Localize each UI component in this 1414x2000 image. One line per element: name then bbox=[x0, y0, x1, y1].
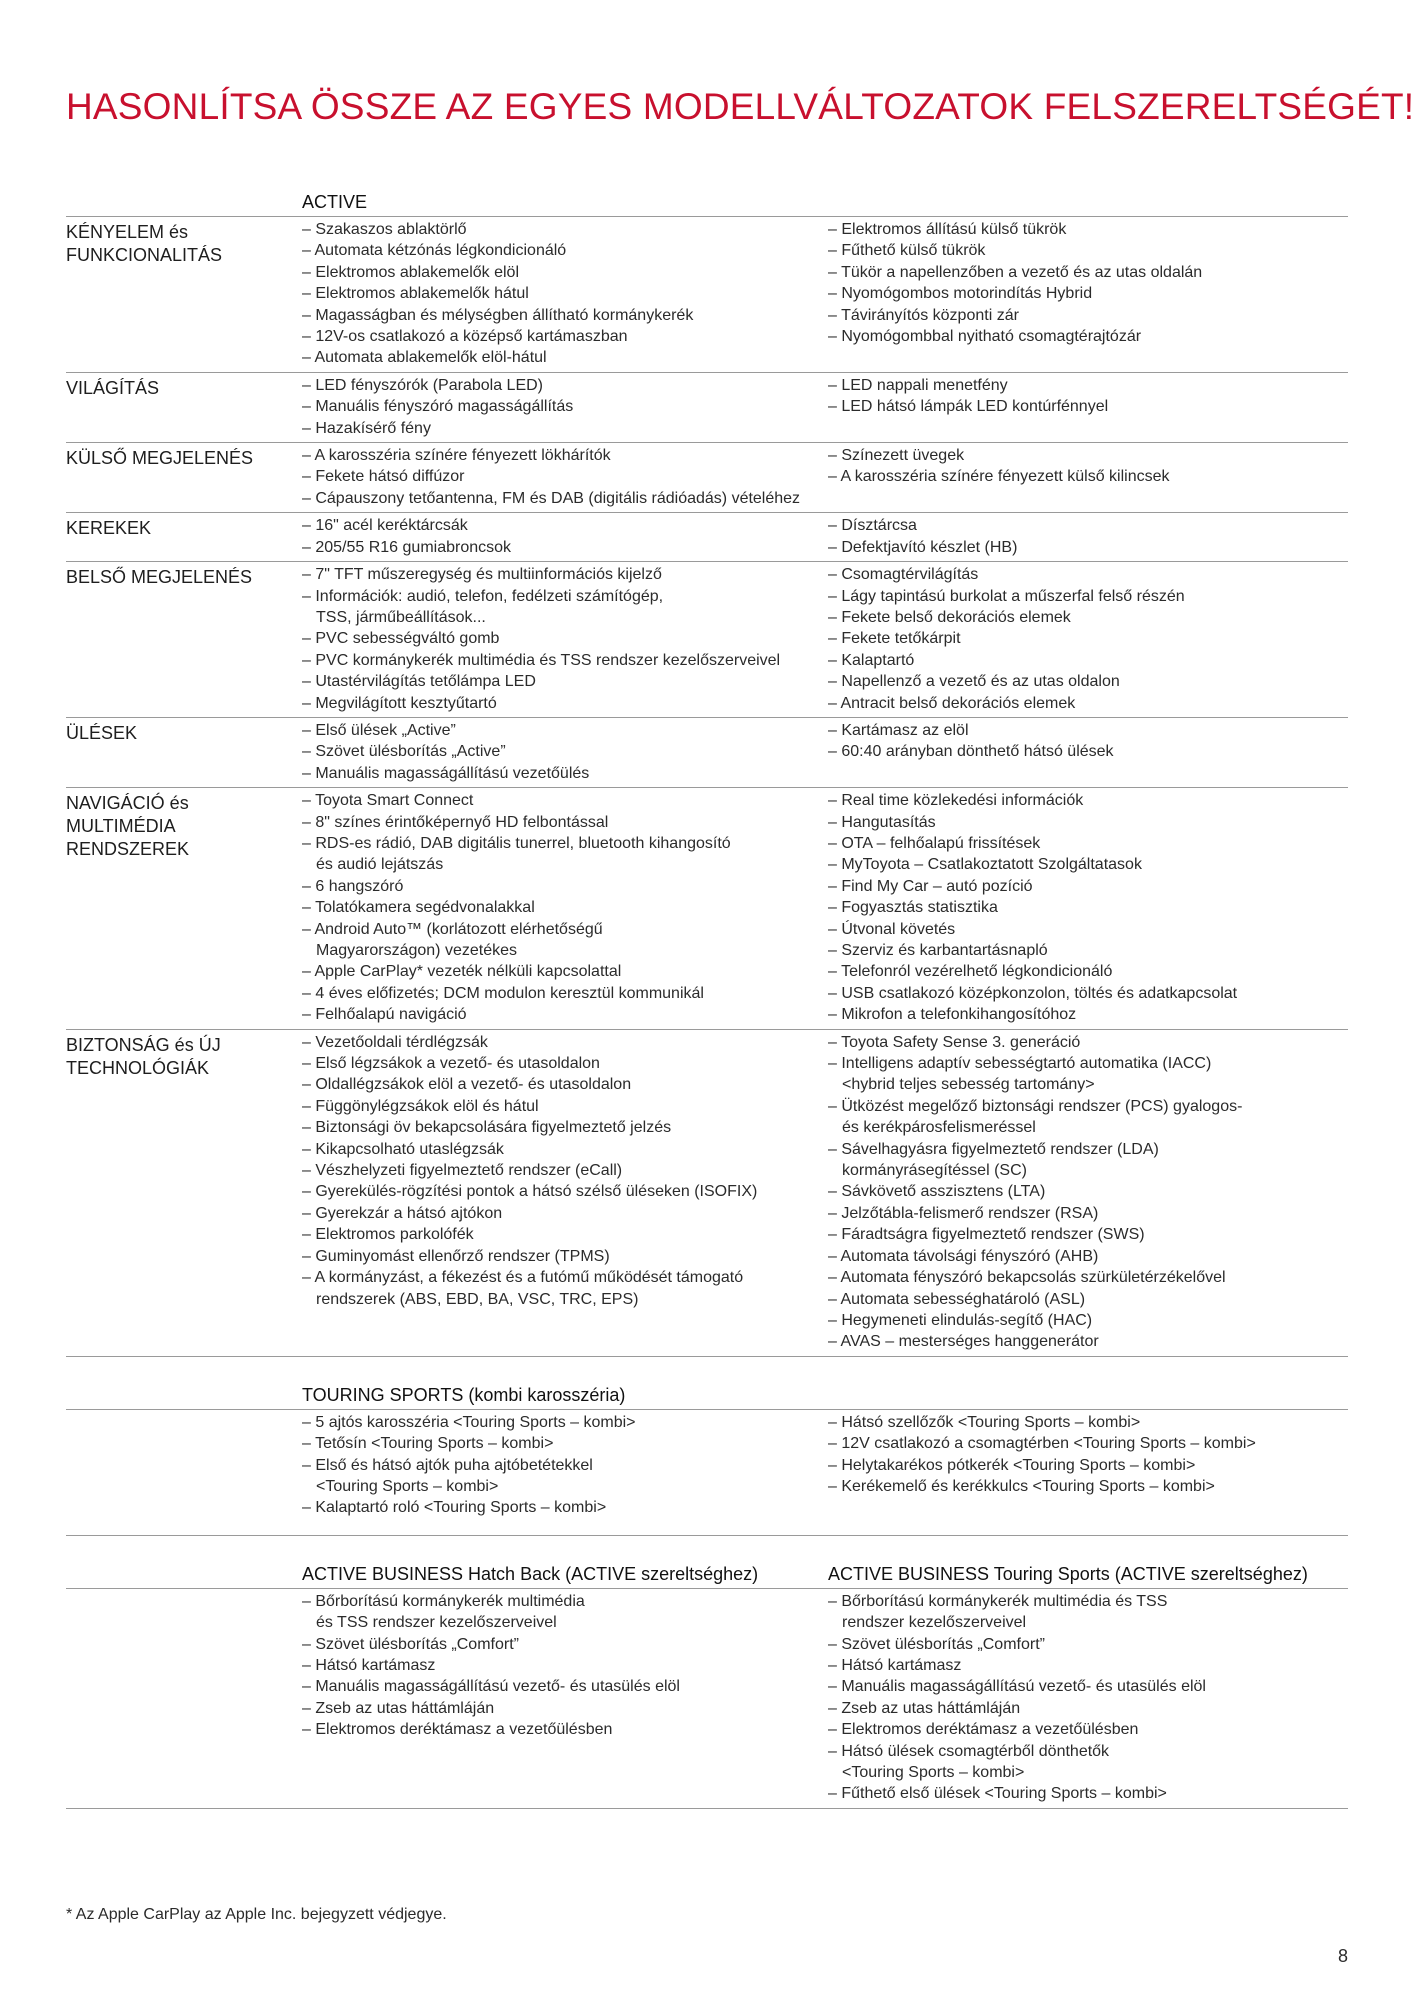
feature-item: – AVAS – mesterséges hanggenerátor bbox=[828, 1331, 1348, 1352]
feature-item: – Automata fényszóró bekapcsolás szürkületérzékelővel bbox=[828, 1267, 1348, 1288]
feature-item: – Csomagtérvilágítás bbox=[828, 564, 1348, 585]
page-number: 8 bbox=[1337, 1946, 1348, 1966]
feature-item: – Szerviz és karbantartásnapló bbox=[828, 940, 1348, 961]
feature-item: – MyToyota – Csatlakoztatott Szolgáltatasok bbox=[828, 854, 1348, 875]
feature-item: – Nyomógombos motorindítás Hybrid bbox=[828, 283, 1348, 304]
feature-item: – Real time közlekedési információk bbox=[828, 790, 1348, 811]
feature-item: – A karosszéria színére fényezett külső kilincsek bbox=[828, 466, 1348, 487]
feature-item: – Hátsó ülések csomagtérből dönthetők <Touring Sports – kombi> bbox=[828, 1741, 1348, 1784]
feature-item: – Hátsó kartámasz bbox=[828, 1655, 1348, 1676]
feature-item: – Fűthető első ülések <Touring Sports – kombi> bbox=[828, 1783, 1348, 1804]
feature-item: – Elektromos állítású külső tükrök bbox=[828, 219, 1348, 240]
feature-item: – 7" TFT műszeregység és multiinformációs kijelző bbox=[302, 564, 828, 585]
feature-item: – Apple CarPlay* vezeték nélküli kapcsolattal bbox=[302, 961, 828, 982]
feature-item: – Első légzsákok a vezető- és utasoldalon bbox=[302, 1053, 828, 1074]
feature-item: – Automata sebességhatároló (ASL) bbox=[828, 1289, 1348, 1310]
feature-item: – Find My Car – autó pozíció bbox=[828, 876, 1348, 897]
feature-item: – Vezetőoldali térdlégzsák bbox=[302, 1032, 828, 1053]
feature-list-right bbox=[828, 375, 1348, 418]
feature-item: – Kerékemelő és kerékkulcs <Touring Sports – kombi> bbox=[828, 1476, 1348, 1497]
feature-item: – Telefonról vezérelhető légkondicionáló bbox=[828, 961, 1348, 982]
feature-item: – Hangutasítás bbox=[828, 812, 1348, 833]
feature-item: – Sávelhagyásra figyelmeztető rendszer (LDA) kormányrásegítéssel (SC) bbox=[828, 1139, 1348, 1182]
touring-right-list bbox=[828, 1412, 1348, 1498]
feature-item: – Függönylégzsákok elöl és hátul bbox=[302, 1096, 828, 1117]
feature-item: – Hegymeneti elindulás-segítő (HAC) bbox=[828, 1310, 1348, 1331]
feature-list-right bbox=[828, 515, 1348, 558]
business-heading-left: ACTIVE BUSINESS Hatch Back (ACTIVE szereltséghez) bbox=[302, 1563, 759, 1584]
feature-list-right bbox=[828, 790, 1348, 1025]
feature-item: – Sávkövető asszisztens (LTA) bbox=[828, 1181, 1348, 1202]
feature-item: – 4 éves előfizetés; DCM modulon keresztül kommunikál bbox=[302, 983, 828, 1004]
feature-item: – Elektromos deréktámasz a vezetőülésben bbox=[828, 1719, 1348, 1740]
feature-list-left bbox=[302, 515, 828, 558]
feature-list-left bbox=[302, 445, 828, 509]
feature-item: – Színezett üvegek bbox=[828, 445, 1348, 466]
category-name: KÜLSŐ MEGJELENÉS bbox=[66, 448, 254, 469]
feature-item: – Manuális magasságállítású vezető- és utasülés elöl bbox=[302, 1676, 828, 1697]
feature-list-left bbox=[302, 790, 828, 1025]
business-category bbox=[66, 1591, 302, 1805]
feature-item: – Jelzőtábla-felismerő rendszer (RSA) bbox=[828, 1203, 1348, 1224]
equipment-table bbox=[66, 188, 1348, 1809]
feature-item: – Gyerekülés-rögzítési pontok a hátsó szélső üléseken (ISOFIX) bbox=[302, 1181, 828, 1202]
feature-item: – Kalaptartó bbox=[828, 650, 1348, 671]
feature-item: – Cápauszony tetőantenna, FM és DAB (digitális rádióadás) vételéhez bbox=[302, 488, 828, 509]
feature-item: – Szövet ülésborítás „Comfort” bbox=[302, 1634, 828, 1655]
business-right-list bbox=[828, 1591, 1348, 1805]
category-row bbox=[66, 562, 1348, 718]
active-categories bbox=[66, 217, 1348, 1357]
category-name: BELSŐ MEGJELENÉS bbox=[66, 567, 253, 588]
feature-item: – 60:40 arányban dönthető hátsó ülések bbox=[828, 741, 1348, 762]
feature-item: – Szakaszos ablaktörlő bbox=[302, 219, 828, 240]
feature-item: – Fekete belső dekorációs elemek bbox=[828, 607, 1348, 628]
feature-item: – 5 ajtós karosszéria <Touring Sports – kombi> bbox=[302, 1412, 828, 1433]
category-name: BIZTONSÁG és ÚJ TECHNOLÓGIÁK bbox=[66, 1034, 221, 1078]
feature-item: – 12V csatlakozó a csomagtérben <Touring Sports – kombi> bbox=[828, 1433, 1348, 1454]
feature-item: – Defektjavító készlet (HB) bbox=[828, 537, 1348, 558]
feature-list-left bbox=[302, 375, 828, 439]
feature-item: – 205/55 R16 gumiabroncsok bbox=[302, 537, 828, 558]
feature-item: – Oldallégzsákok elöl a vezető- és utasoldalon bbox=[302, 1074, 828, 1095]
feature-item: – Guminyomást ellenőrző rendszer (TPMS) bbox=[302, 1246, 828, 1267]
feature-item: – LED fényszórók (Parabola LED) bbox=[302, 375, 828, 396]
feature-item: – USB csatlakozó középkonzolon, töltés és adatkapcsolat bbox=[828, 983, 1348, 1004]
feature-item: – 16" acél keréktárcsák bbox=[302, 515, 828, 536]
feature-item: – Zseb az utas háttámláján bbox=[302, 1698, 828, 1719]
feature-item: – Megvilágított kesztyűtartó bbox=[302, 693, 828, 714]
feature-list-right bbox=[828, 219, 1348, 347]
category-name: ÜLÉSEK bbox=[66, 722, 138, 743]
feature-item: – Automata távolsági fényszóró (AHB) bbox=[828, 1246, 1348, 1267]
feature-item: – Tükör a napellenzőben a vezető és az utas oldalán bbox=[828, 262, 1348, 283]
active-heading: ACTIVE bbox=[302, 192, 368, 212]
feature-item: – Távirányítós központi zár bbox=[828, 305, 1348, 326]
feature-item: – Toyota Safety Sense 3. generáció bbox=[828, 1032, 1348, 1053]
feature-item: – Android Auto™ (korlátozott elérhetőségű Magyarországon) vezetékes bbox=[302, 919, 828, 962]
feature-item: – Zseb az utas háttámláján bbox=[828, 1698, 1348, 1719]
feature-item: – PVC sebességváltó gomb bbox=[302, 628, 828, 649]
feature-item: – LED hátsó lámpák LED kontúrfénnyel bbox=[828, 396, 1348, 417]
category-row bbox=[66, 443, 1348, 513]
feature-list-left bbox=[302, 720, 828, 784]
business-section-header bbox=[66, 1560, 1348, 1589]
feature-item: – Elektromos ablakemelők elöl bbox=[302, 262, 828, 283]
category-name: VILÁGÍTÁS bbox=[66, 377, 160, 398]
feature-item: – Biztonsági öv bekapcsolására figyelmeztető jelzés bbox=[302, 1117, 828, 1138]
feature-item: – Fáradtságra figyelmeztető rendszer (SWS) bbox=[828, 1224, 1348, 1245]
page-title: HASONLÍTSA ÖSSZE AZ EGYES MODELLVÁLTOZATOK FELSZERELTSÉGÉT! bbox=[66, 86, 1414, 127]
business-heading-right: ACTIVE BUSINESS Touring Sports (ACTIVE szereltséghez) bbox=[828, 1563, 1308, 1584]
feature-item: – Fogyasztás statisztika bbox=[828, 897, 1348, 918]
feature-item: – Manuális fényszóró magasságállítás bbox=[302, 396, 828, 417]
feature-item: – RDS-es rádió, DAB digitális tunerrel, bluetooth kihangosító és audió lejátszás bbox=[302, 833, 828, 876]
feature-item: – Bőrborítású kormánykerék multimédia és TSS rendszer kezelőszerveivel bbox=[828, 1591, 1348, 1634]
feature-list-left bbox=[302, 1032, 828, 1310]
category-row bbox=[66, 1030, 1348, 1357]
category-name: KÉNYELEM és FUNKCIONALITÁS bbox=[66, 222, 223, 265]
feature-item: – Napellenző a vezető és az utas oldalon bbox=[828, 671, 1348, 692]
feature-item: – A karosszéria színére fényezett lökhárítók bbox=[302, 445, 828, 466]
category-name: KEREKEK bbox=[66, 518, 152, 539]
feature-item: – Kikapcsolható utaslégzsák bbox=[302, 1139, 828, 1160]
category-name: NAVIGÁCIÓ és MULTIMÉDIA RENDSZEREK bbox=[66, 793, 190, 860]
feature-list-left bbox=[302, 564, 828, 714]
feature-item: – Magasságban és mélységben állítható kormánykerék bbox=[302, 305, 828, 326]
feature-list-right bbox=[828, 445, 1348, 488]
feature-item: – LED nappali menetfény bbox=[828, 375, 1348, 396]
feature-item: – PVC kormánykerék multimédia és TSS rendszer kezelőszerveivel bbox=[302, 650, 828, 671]
feature-item: – 12V-os csatlakozó a középső kartámaszban bbox=[302, 326, 828, 347]
feature-list-right bbox=[828, 1032, 1348, 1353]
business-block bbox=[66, 1589, 1348, 1809]
feature-item: – Manuális magasságállítású vezetőülés bbox=[302, 763, 828, 784]
feature-item: – Helytakarékos pótkerék <Touring Sports – kombi> bbox=[828, 1455, 1348, 1476]
feature-item: – Hátsó szellőzők <Touring Sports – kombi> bbox=[828, 1412, 1348, 1433]
category-row bbox=[66, 513, 1348, 562]
active-section-header bbox=[66, 188, 1348, 217]
feature-item: – Intelligens adaptív sebességtartó automatika (IACC) <hybrid teljes sebesség tartomány> bbox=[828, 1053, 1348, 1096]
feature-item: – Szövet ülésborítás „Comfort” bbox=[828, 1634, 1348, 1655]
feature-item: – Útvonal követés bbox=[828, 919, 1348, 940]
feature-list-right bbox=[828, 564, 1348, 714]
feature-item: – Vészhelyzeti figyelmeztető rendszer (eCall) bbox=[302, 1160, 828, 1181]
feature-item: – Nyomógombbal nyitható csomagtérajtózár bbox=[828, 326, 1348, 347]
feature-item: – 8" színes érintőképernyő HD felbontással bbox=[302, 812, 828, 833]
category-row bbox=[66, 373, 1348, 443]
feature-item: – Kartámasz az elöl bbox=[828, 720, 1348, 741]
feature-item: – Antracit belső dekorációs elemek bbox=[828, 693, 1348, 714]
feature-item: – Felhőalapú navigáció bbox=[302, 1004, 828, 1025]
feature-item: – Szövet ülésborítás „Active” bbox=[302, 741, 828, 762]
feature-item: – Dísztárcsa bbox=[828, 515, 1348, 536]
category-row bbox=[66, 217, 1348, 373]
feature-item: – Bőrborítású kormánykerék multimédia és TSS rendszer kezelőszerveivel bbox=[302, 1591, 828, 1634]
footnote: * Az Apple CarPlay az Apple Inc. bejegyzett védjegye. bbox=[66, 1906, 447, 1923]
feature-item: – OTA – felhőalapú frissítések bbox=[828, 833, 1348, 854]
feature-item: – Lágy tapintású burkolat a műszerfal felső részén bbox=[828, 586, 1348, 607]
feature-item: – Utastérvilágítás tetőlámpa LED bbox=[302, 671, 828, 692]
feature-item: – Manuális magasságállítású vezető- és utasülés elöl bbox=[828, 1676, 1348, 1697]
feature-item: – Fekete hátsó diffúzor bbox=[302, 466, 828, 487]
feature-item: – Hátsó kartámasz bbox=[302, 1655, 828, 1676]
touring-section-header bbox=[66, 1381, 1348, 1410]
feature-item: – Gyerekzár a hátsó ajtókon bbox=[302, 1203, 828, 1224]
touring-left-list bbox=[302, 1412, 828, 1519]
business-left-list bbox=[302, 1591, 828, 1741]
category-row bbox=[66, 788, 1348, 1029]
feature-item: – Toyota Smart Connect bbox=[302, 790, 828, 811]
feature-item: – Automata ablakemelők elöl-hátul bbox=[302, 347, 828, 368]
touring-block bbox=[66, 1410, 1348, 1536]
feature-item: – Elektromos deréktámasz a vezetőülésben bbox=[302, 1719, 828, 1740]
feature-item: – Információk: audió, telefon, fedélzeti számítógép, TSS, járműbeállítások... bbox=[302, 586, 828, 629]
feature-item: – Tetősín <Touring Sports – kombi> bbox=[302, 1433, 828, 1454]
feature-item: – Mikrofon a telefonkihangosítóhoz bbox=[828, 1004, 1348, 1025]
feature-list-right bbox=[828, 720, 1348, 763]
feature-item: – Első ülések „Active” bbox=[302, 720, 828, 741]
feature-item: – Kalaptartó roló <Touring Sports – kombi> bbox=[302, 1497, 828, 1518]
feature-item: – Első és hátsó ajtók puha ajtóbetétekkel <Touring Sports – kombi> bbox=[302, 1455, 828, 1498]
touring-heading: TOURING SPORTS (kombi karosszéria) bbox=[302, 1384, 626, 1405]
feature-item: – Ütközést megelőző biztonsági rendszer (PCS) gyalogos- és kerékpárosfelismeréssel bbox=[828, 1096, 1348, 1139]
touring-category bbox=[66, 1412, 302, 1519]
feature-item: – A kormányzást, a fékezést és a futómű működését támogató rendszerek (ABS, EBD, BA, VSC, TRC, EPS) bbox=[302, 1267, 828, 1310]
feature-item: – Fűthető külső tükrök bbox=[828, 240, 1348, 261]
feature-item: – Tolatókamera segédvonalakkal bbox=[302, 897, 828, 918]
feature-list-left bbox=[302, 219, 828, 369]
feature-item: – Elektromos parkolófék bbox=[302, 1224, 828, 1245]
feature-item: – 6 hangszóró bbox=[302, 876, 828, 897]
feature-item: – Hazakísérő fény bbox=[302, 418, 828, 439]
category-row bbox=[66, 718, 1348, 788]
feature-item: – Elektromos ablakemelők hátul bbox=[302, 283, 828, 304]
feature-item: – Fekete tetőkárpit bbox=[828, 628, 1348, 649]
feature-item: – Automata kétzónás légkondicionáló bbox=[302, 240, 828, 261]
